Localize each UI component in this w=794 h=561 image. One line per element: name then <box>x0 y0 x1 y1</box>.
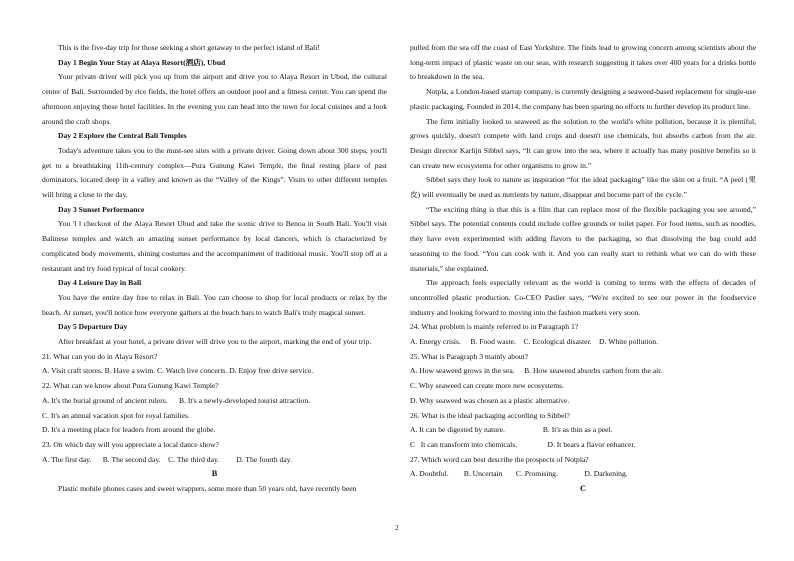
question-25-option-ab: A. How seaweed grows in the sea. B. How seaweed absorbs carbon from the air. <box>410 366 663 376</box>
question-26-option-ab: A. It can be digested by nature. B. It's as thin as a peel. <box>410 425 613 435</box>
right-column <box>410 41 756 497</box>
question-24-options: A. Energy crisis. B. Food waste. C. Ecological disaster. D. White pollution. <box>410 337 658 347</box>
question-22: 22. What can we know about Pura Gunung Kawi Temple? <box>42 381 219 391</box>
day3-heading: Day 3 Sunset Performance <box>58 204 145 214</box>
day1-heading: Day 1 Begin Your Stay at Alaya Resort(酒店), Ubud <box>58 57 226 67</box>
day2-heading: Day 2 Explore the Central Bali Temples <box>58 131 187 141</box>
question-25-option-c: C. Why seaweed can create more new ecosystems. <box>410 381 564 391</box>
passage-b-paragraph-3: The firm initially looked to seaweed as the solution to the world's white pollution, because it is plentiful, grows quickly, doesn't compete with land crops and doesn't use chemicals, but absorbs carbon from the air. Design director Karlijn Sibbel says, “It can grow into the sea, where it actually has many positive benefits so it can create new ecosystems for other organisms to grow in.” <box>410 116 756 170</box>
question-27: 27. Which word can best describe the prospects of Notpla? <box>410 454 589 464</box>
day5-paragraph: After breakfast at your hotel, a private driver will drive you to the airport, marking the end of your trip. <box>58 337 372 347</box>
question-21-options: A. Visit craft stores. B. Have a swim. C. Watch live concerts. D. Enjoy free drive service. <box>42 366 314 376</box>
section-b-heading: B <box>211 469 218 479</box>
day5-heading: Day 5 Departure Day <box>58 322 128 332</box>
page-number: 2 <box>395 524 399 532</box>
passage-b-paragraph-5: “The exciting thing is that this is a film that can replace most of the flexible packaging you see around,” Sibbel says. The potential contents could include coffee grounds or toilet paper. For food items, such as noodles, they have even experimented with adding flavors to the packaging, so that dissolving the bag could add seasoning to the food. “You can cook with it. And you can really start to rethink what we can do with these materials,” she explained. <box>410 204 756 273</box>
passage-b-paragraph-6: The approach feels especially relevant as the world is coming to terms with the effects of decades of uncontrolled plastic production. Co-CEO Paslier says, “We're excited to see our power in the foodservice industry and looking forward to moving into the fashion markets very soon. <box>410 278 756 317</box>
passage-b-paragraph-2: Notpla, a London-based startup company, is currently designing a seaweed-based replacement for single-use plastic packaging, Founded in 2014, the company has been sparing no efforts to further develop its product line. <box>410 87 756 111</box>
question-25-option-d: D. Why seaweed was chosen as a plastic alternative. <box>410 395 570 405</box>
passage-b-paragraph-1: pulled from the sea off the coast of East Yorkshire. The finds lead to growing concern among scientists about the long-term impact of plastic waste on our seas, with research suggesting it takes over 400 years for a drinks bottle to breakdown in the sea. <box>410 43 756 82</box>
question-22-option-c: C. It's an annual vacation spot for royal families. <box>42 410 190 420</box>
day4-heading: Day 4 Leisure Day in Bali <box>58 278 142 288</box>
intro-text: This is the five-day trip for those seeking a short getaway to the perfect island of Bali! <box>58 43 320 52</box>
left-column <box>42 41 387 497</box>
day1-paragraph: Your private driver will pick you up from the airport and drive you to Alaya Resort in Ubud, the cultural center of Bali. Surrounded by rice fields, the hotel offers an outdoor pool and a fitness center. You can spend the afternoon enjoying these hotel facilities. In the evening you can head into the town for local cuisines and a look around the craft shops. <box>42 72 387 126</box>
question-22-option-d: D. It's a meeting place for leaders from around the globe. <box>42 425 216 435</box>
day3-paragraph: You 'l l checkout of the Alaya Resort Ubud and take the scenic drive to Benoa in South Bali. You'll visit Balinese temples and watch an amazing sunset performance by local dancers, which is characterized by complicated body movements, shining costumes and the accompaniment of traditional music. You'll stop off at a restaurant and try food typical of local cookery. <box>42 219 387 273</box>
question-23: 23. On which day will you appreciate a local dance show? <box>42 439 219 449</box>
question-23-options: A. The first day. B. The second day. C. The third day. D. The fourth day. <box>42 454 292 464</box>
question-22-option-ab: A. It's the burial ground of ancient rulers. B. It's a newly-developed tourist attraction. <box>42 395 311 405</box>
day4-paragraph: You have the entire day free to relax in Bali. You can choose to shop for local products or relax by the beach. At sunset, you'll notice how everyone gathers at the beach bars to watch Bali's truly magical sunset. <box>42 292 387 317</box>
passage-b-opening: Plastic mobile phones cases and sweet wrappers, some more than 50 years old, have recently been <box>58 484 357 494</box>
question-26-option-cd: C It can transform into chemicals. D. It bears a flavor enhancer. <box>410 439 636 449</box>
question-25: 25. What is Paragraph 3 mainly about? <box>410 351 529 361</box>
question-27-options: A. Doubtful. B. Uncertain C. Promising. D. Darkening. <box>410 469 628 479</box>
section-c-heading: C <box>579 484 587 494</box>
passage-b-paragraph-4: Sibbel says they look to nature as inspiration “for the ideal packaging” like the skin on a fruit. “A peel (果皮) will eventually be used as nutrients by nature, disappear and become part of the cycle.” <box>410 175 756 200</box>
question-26: 26. What is the ideal packaging according to Sibbel? <box>410 410 570 420</box>
question-21: 21. What can you do in Alaya Resort? <box>42 351 158 361</box>
day2-paragraph: Today's adventure takes you to the must-see sites with a private driver. Going down about 300 steps, you'll get to a breathtaking 11th-century complex—Pura Gunung Kawi Temple, the final resting place of past dominators, located deep in a valley and known as the “Valley of the Kings”. Visits to other different temples will bring a close to the day. <box>42 145 387 200</box>
question-24: 24. What problem is mainly referred to in Paragraph 1? <box>410 322 579 332</box>
